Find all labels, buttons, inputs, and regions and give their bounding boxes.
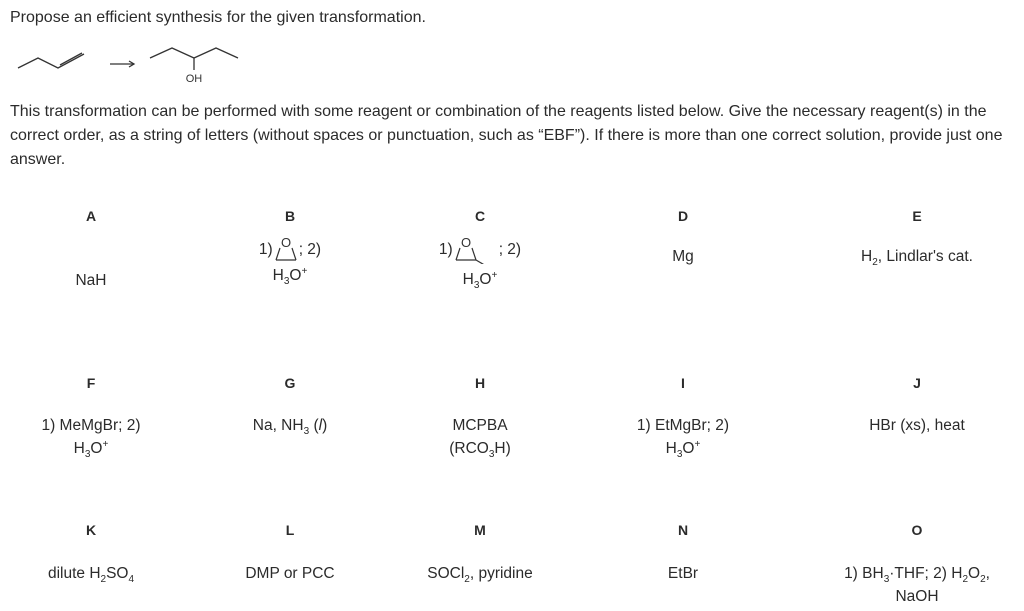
reagent-letter: D [677, 208, 689, 224]
reagent-letter: I [681, 375, 685, 391]
reaction-scheme [14, 42, 254, 88]
reagent-text: HBr (xs), heat [869, 417, 965, 434]
reagent-g[interactable]: G Na, $NH_3$ (l) [200, 372, 380, 437]
reagent-f[interactable]: F 1) MeMgBr; 2) $H_3O^+$ [1, 372, 181, 460]
reagent-text: DMP or PCC [245, 565, 335, 582]
reagent-letter: C [474, 208, 486, 224]
reagent-h[interactable]: H MCPBA $(RCO_3H)$ [390, 372, 570, 460]
reagent-letter: K [85, 522, 97, 538]
reagent-letter: M [474, 522, 486, 538]
svg-text:O: O [280, 235, 291, 250]
question-title: Propose an efficient synthesis for the given transformation. [10, 9, 426, 26]
reagent-m[interactable]: M SOCl$_2$, pyridine [390, 519, 570, 585]
reagent-text: Mg [672, 248, 694, 265]
reagent-letter: B [284, 208, 296, 224]
reagent-j[interactable] [827, 372, 1007, 437]
reagent-b[interactable]: B 1) O ; 2) $H_3O^+$ [200, 205, 380, 287]
reagent-text: NaH [75, 272, 107, 289]
reagent-l[interactable] [200, 519, 380, 585]
reagent-e[interactable]: E $H_2$, Lindlar's cat. [827, 205, 1007, 268]
reagent-letter: O [911, 522, 923, 538]
reagent-letter: G [284, 375, 296, 391]
reagent-text: EtBr [667, 565, 699, 582]
ethylene-oxide-icon [273, 234, 299, 264]
product-alcohol [150, 48, 238, 58]
instructions: This transformation can be performed with some reagent or combination of the reagents listed below. Give the necessary reagent(s) in the correct order, as a string of letters (without spaces or punctuation, such as “EBF”). If there is more than one correct solution, provide just one answer. [10, 103, 1003, 168]
reagent-letter: N [677, 522, 689, 538]
propylene-oxide-icon [453, 234, 499, 264]
starting-material-alkene [18, 54, 84, 68]
oh-label: OH [185, 73, 203, 85]
reagent-letter: E [912, 208, 922, 224]
reagent-letter: L [285, 522, 295, 538]
svg-text:O: O [460, 235, 471, 250]
reagent-i[interactable]: I 1) EtMgBr; 2) $H_3O^+$ [593, 372, 773, 460]
reagent-d[interactable] [593, 205, 773, 268]
reagent-letter: H [474, 375, 486, 391]
reagent-k[interactable]: K dilute $H_2SO_4$ [1, 519, 181, 585]
reagent-o[interactable]: O 1) $BH_3\cdot THF$; 2) $H_2O_2$, NaOH [827, 519, 1007, 608]
reagent-a[interactable] [1, 205, 181, 292]
reagent-c[interactable]: C 1) O ; 2) $H_3O^+$ [390, 205, 570, 291]
reagent-n[interactable] [593, 519, 773, 585]
reagent-letter: A [85, 208, 97, 224]
reagent-letter: F [86, 375, 96, 391]
reagent-letter: J [913, 375, 921, 391]
